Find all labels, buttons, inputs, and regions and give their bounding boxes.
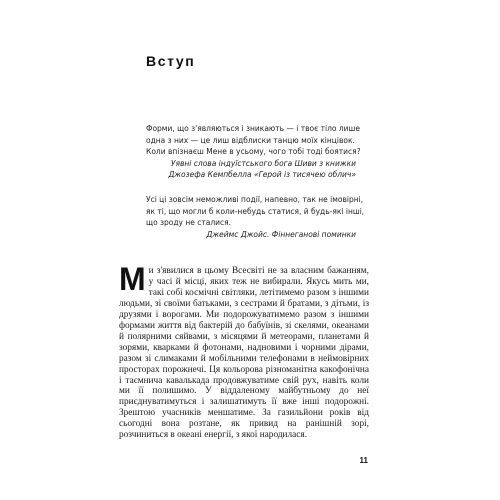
epigraph-quote: Усі ці зовсім неможливі події, напевно, так не імовірні, як ті, що могли б коли-небудь статися, й будь-які інші, що зроду не сталися. xyxy=(146,195,365,228)
epigraph-joyce xyxy=(146,194,370,240)
chapter-heading: Вступ xyxy=(146,53,196,69)
epigraph-attribution: Джозефа Кемпбелла «Герой із тисячею облич» xyxy=(168,170,356,180)
epigraph-attribution: Джеймс Джойс. Фіннеганові поминки xyxy=(206,229,356,239)
body-paragraph xyxy=(119,261,369,441)
epigraph-quote: Форми, що з'являються і зникають — і твоє тіло лише одна з них — це лиш відблиски танцю моїх кінцівок. Коли впізнаєш Мене в усьому, чого тобі тоді боятися? xyxy=(146,124,361,157)
body-text: и з'явилися в цьому Всесвіті не за власним бажанням, у часі й місці, яких теж не вибирали. Якусь мить ми, такі собі космічні світляки, летітимемо разом з іншими людьми, зі своїми батьками, з сестрами й братами, з дітьми, із друзями і ворогами. Ми подорожуватимемо разом з іншими формами життя від бактерій до бабуїнів, зі скелями, океанами й полярними сяйвами, з місяцями й метеорами, планетами й зорями, кварками й фотонами, надновими і чорними дірами, разом зі слимаками й мобільними телефонами в неймовірних просторах порожнечі. Ця кольорова різноманітна какофонічна і таємнича кавалькада продовжуватиме свій рух, навіть коли ми її полишимо. У віддаленому майбутньому до неї приєднуватимуться і залишатимуть її вже інші подорожні. Зрештою учасників меншатиме. За газильйони років від сьогодні вона розтане, як привид на ранішній зорі, розчиниться в океані енергії, з якої народилася. xyxy=(119,266,369,441)
epigraph-shiva xyxy=(146,123,370,181)
drop-cap: М xyxy=(119,261,146,297)
page-number: 11 xyxy=(359,456,368,465)
epigraph-attribution: Уявні слова індуїстського бога Шиви з книжки xyxy=(170,158,356,168)
